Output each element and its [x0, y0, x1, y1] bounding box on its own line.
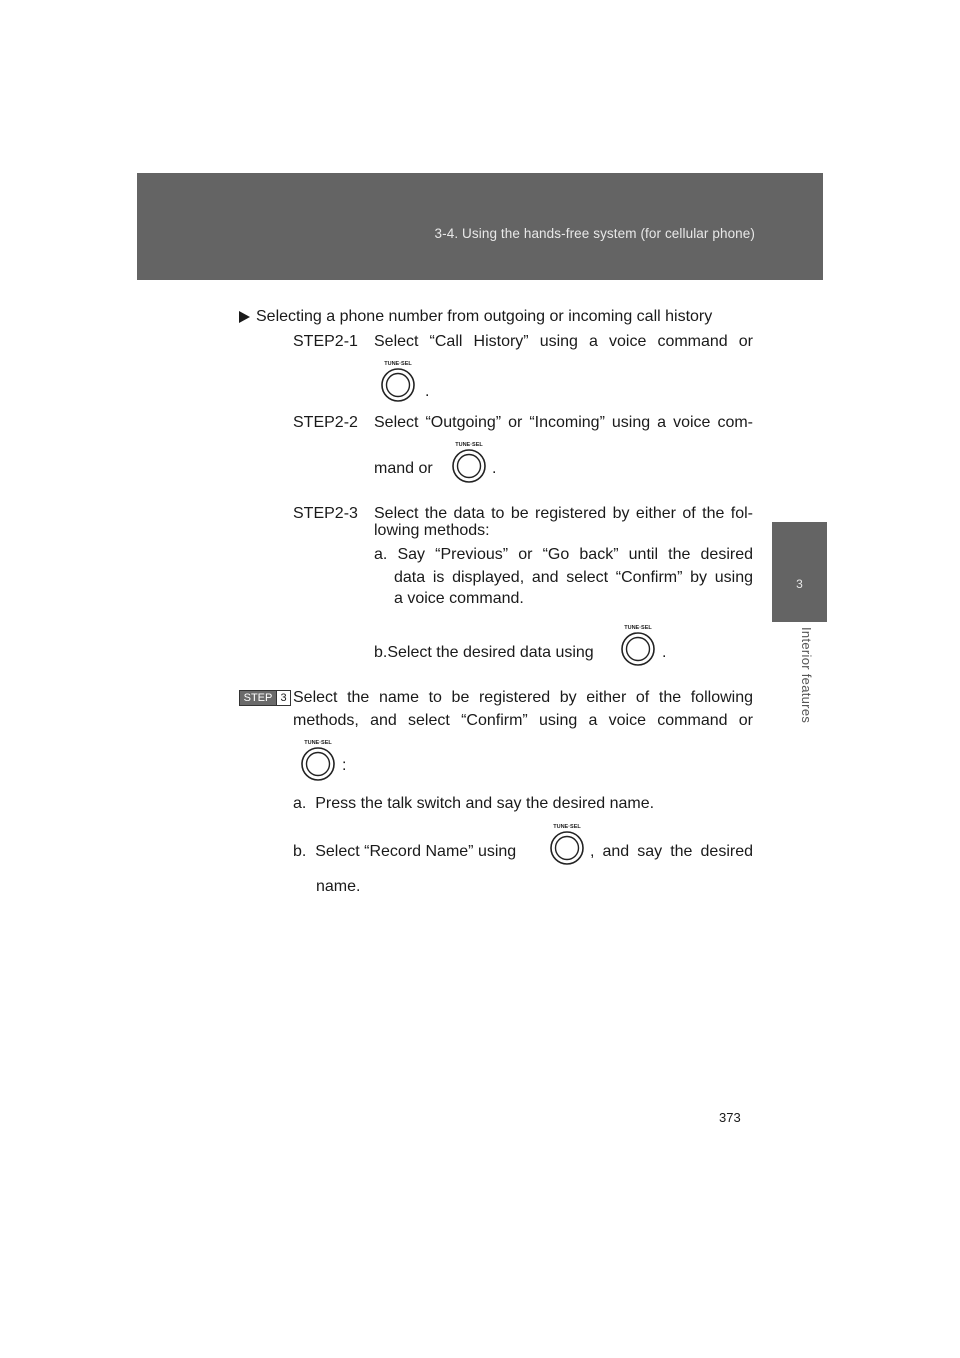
step-text: Select the name to be registered by either of the following: [293, 689, 753, 706]
step-badge-number: 3: [276, 691, 290, 705]
knob-label: TUNE·SEL: [384, 361, 412, 367]
method-b-text: , and say the desired: [590, 843, 753, 860]
chapter-number: 3: [796, 577, 803, 591]
knob-label: TUNE·SEL: [553, 824, 581, 830]
section-title: 3-4. Using the hands-free system (for cellular phone): [434, 226, 755, 241]
knob-label: TUNE·SEL: [304, 740, 332, 746]
step-text: mand or: [374, 460, 433, 477]
step-id: STEP2-3: [293, 505, 358, 522]
header-band: [137, 173, 823, 280]
tune-sel-knob-icon: [545, 820, 589, 866]
method-a-text: data is displayed, and select “Confirm” by using: [394, 569, 753, 586]
method-a-text: a. Say “Previous” or “Go back” until the desired: [374, 546, 753, 563]
bullet-arrow-icon: [239, 311, 250, 323]
chapter-tab: [772, 522, 827, 622]
step-text: lowing methods:: [374, 522, 490, 539]
method-b-text: name.: [316, 878, 361, 895]
step-text: Select “Call History” using a voice command or: [374, 333, 753, 350]
step-badge: [239, 690, 291, 706]
step-id: STEP2-1: [293, 333, 358, 350]
chapter-label: Interior features: [799, 627, 814, 724]
step-text: Select “Outgoing” or “Incoming” using a voice com-: [374, 414, 753, 431]
section-heading: Selecting a phone number from outgoing or incoming call history: [256, 308, 713, 325]
punctuation: .: [662, 644, 667, 661]
method-a-text: a voice command.: [394, 590, 524, 607]
page-number: 373: [719, 1110, 741, 1125]
tune-sel-knob-icon: [616, 621, 660, 667]
step-badge-label: STEP: [240, 691, 276, 705]
method-a-text: a. Press the talk switch and say the desired name.: [293, 795, 655, 812]
step-id: STEP2-2: [293, 414, 358, 431]
punctuation: .: [425, 383, 430, 400]
step-text: methods, and select “Confirm” using a voice command or: [293, 712, 753, 729]
tune-sel-knob-icon: [376, 357, 420, 403]
knob-label: TUNE·SEL: [624, 625, 652, 631]
step-text: Select the data to be registered by either of the fol-: [374, 505, 753, 522]
punctuation: .: [492, 460, 497, 477]
method-b-text: b. Select “Record Name” using: [293, 843, 517, 860]
knob-label: TUNE·SEL: [455, 442, 483, 448]
punctuation: :: [342, 757, 347, 774]
tune-sel-knob-icon: [296, 736, 340, 782]
method-b-text: b.Select the desired data using: [374, 644, 594, 661]
tune-sel-knob-icon: [447, 438, 491, 484]
